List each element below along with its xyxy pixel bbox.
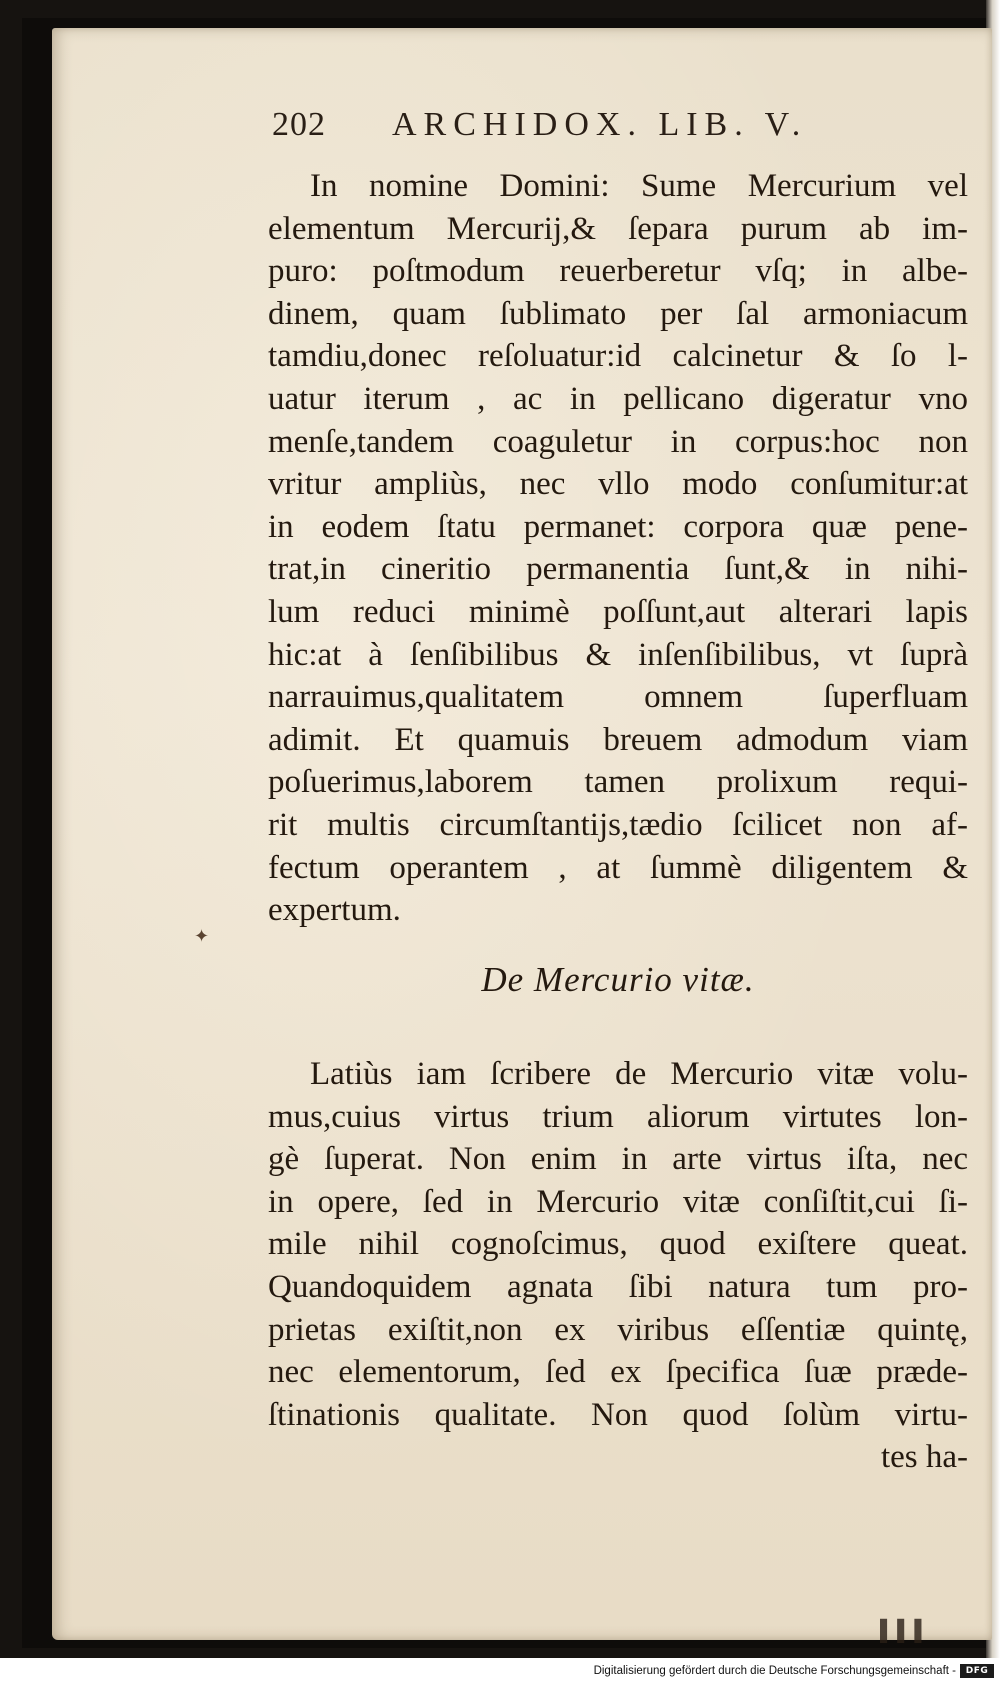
section-heading: De Mercurio vitæ. <box>481 960 755 999</box>
text-line: in eodem ſtatu permanet: corpora quæ pene- <box>268 508 968 545</box>
text-line: uatur iterum , ac in pellicano digeratur vno <box>268 380 968 417</box>
text-line: dinem, quam ſublimato per ſal armoniacum <box>268 295 968 332</box>
text-line: gè ſuperat. Non enim in arte virtus iſta, nec <box>268 1141 968 1178</box>
text-line: tamdiu,donec reſoluatur:id calcinetur & ſo l- <box>268 338 968 375</box>
text-line: fectum operantem , at ſummè diligentem & <box>268 849 968 886</box>
text-line: mus,cuius virtus trium aliorum virtutes lon- <box>268 1098 968 1135</box>
digitization-credit: Digitalisierung gefördert durch die Deutsche Forschungsgemeinschaft - <box>593 1665 956 1677</box>
dfg-logo: DFG <box>960 1664 994 1678</box>
text-line: lum reduci minimè poſſunt,aut alterari lapis <box>268 593 968 630</box>
catchword: tes ha- <box>880 1439 968 1476</box>
text-line: puro: poſtmodum reuerberetur vſq; in albe- <box>268 253 968 290</box>
text-line: prietas exiſtit,non ex viribus eſſentiæ quintę, <box>268 1311 968 1348</box>
text-line: narrauimus,qualitatem omnem ſuperfluam <box>268 679 968 716</box>
text-line: vritur ampliùs, nec vllo modo conſumitur:at <box>268 466 968 503</box>
page-number: 202 <box>272 106 326 143</box>
margin-ink-mark: ✦ <box>194 926 210 946</box>
text-line: mile nihil cognoſcimus, quod exiſtere queat. <box>268 1226 968 1263</box>
text-line: expertum. <box>268 892 401 929</box>
text-line: menſe,tandem coaguletur in corpus:hoc non <box>268 423 968 460</box>
text-line: trat,in cineritio permanentia ſunt,& in nihi- <box>268 551 968 588</box>
text-line: adimit. Et quamuis breuem admodum viam <box>268 721 968 758</box>
text-line: poſuerimus,laborem tamen prolixum requi- <box>268 764 968 801</box>
text-line: rit multis circumſtantijs,tædio ſcilicet non af- <box>268 806 968 843</box>
page-edge-marks: ▌▌▌ <box>880 1620 932 1642</box>
text-line: ſtinationis qualitate. Non quod ſolùm virtu- <box>268 1396 968 1433</box>
text-line: hic:at à ſenſibilibus & inſenſibilibus, vt ſuprà <box>268 636 968 673</box>
text-line: In nomine Domini: Sume Mercurium vel <box>310 168 968 204</box>
text-line: Quandoquidem agnata ſibi natura tum pro- <box>268 1268 968 1305</box>
text-line: nec elementorum, ſed ex ſpecifica ſuæ præde- <box>268 1354 968 1391</box>
paragraph-mercurius-vitae <box>268 1053 968 1479</box>
paragraph-mercurius-preparation <box>268 165 968 932</box>
running-head <box>272 106 872 144</box>
text-line: elementum Mercurij,& ſepara purum ab im- <box>268 210 968 247</box>
text-line: Latiùs iam ſcribere de Mercurio vitæ volu- <box>310 1056 968 1092</box>
running-title: ARCHIDOX. LIB. V. <box>392 106 808 143</box>
text-line: in opere, ſed in Mercurio vitæ conſiſtit,cui ſi- <box>268 1183 968 1220</box>
